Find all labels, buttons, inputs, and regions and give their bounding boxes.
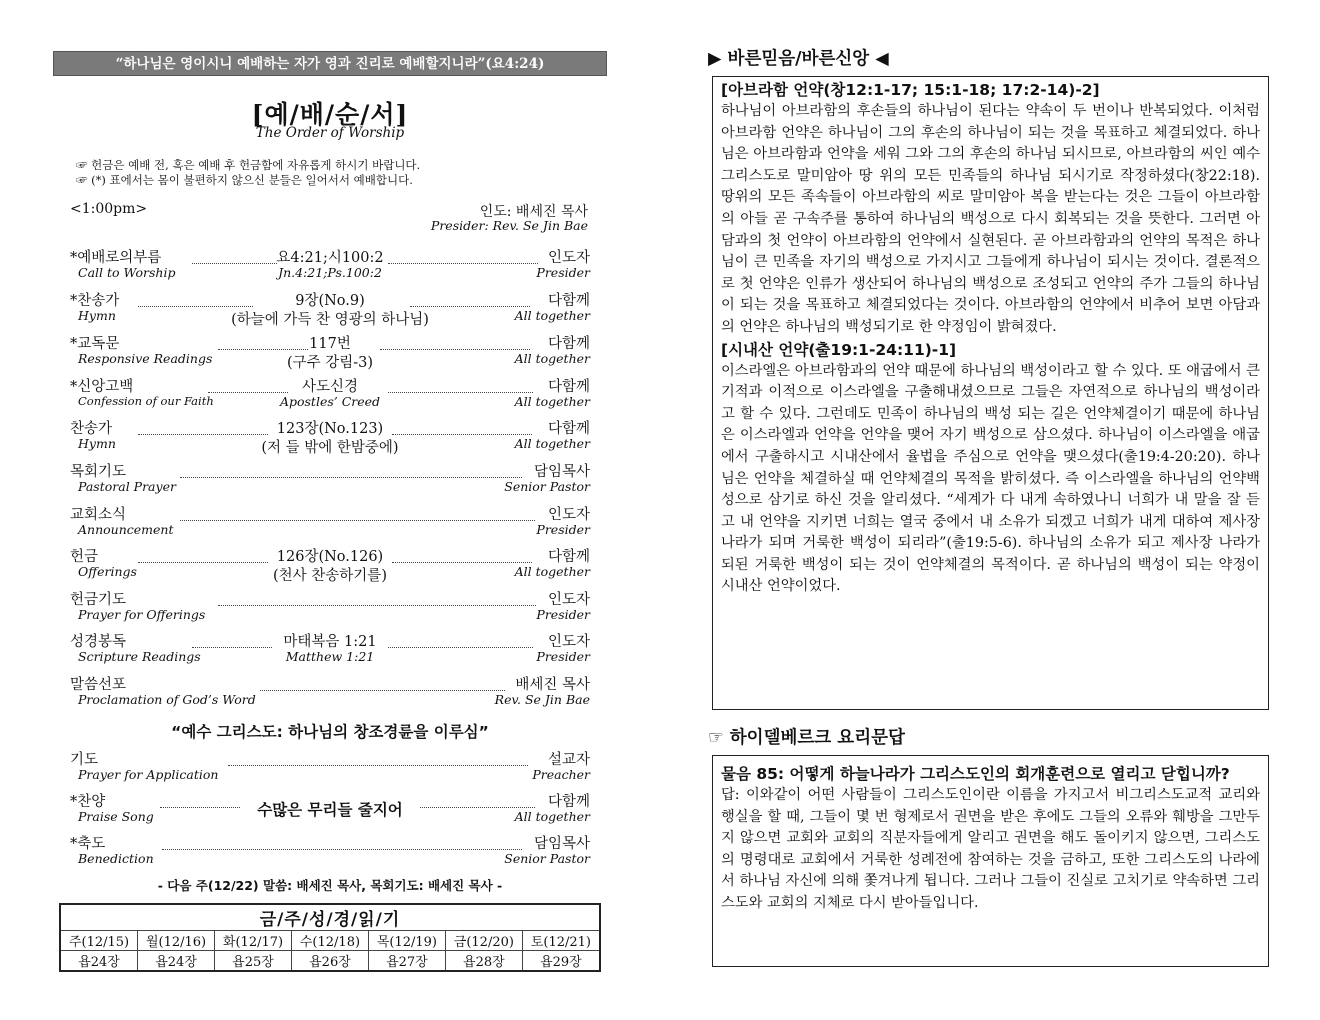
reading-day: 금(12/20) <box>445 931 522 951</box>
item-label-ko: *신앙고백 <box>70 379 134 395</box>
item-right-ko: 다함께 <box>547 379 590 395</box>
presider-en: Presider: Rev. Se Jin Bae <box>430 218 588 233</box>
reading-chapter: 욥25장 <box>215 951 292 972</box>
page-subtitle: The Order of Worship <box>255 125 405 141</box>
item-label-en: Proclamation of God’s Word <box>78 692 256 707</box>
item-right-en: All together <box>514 436 590 451</box>
order-item-call-to-worship <box>70 246 590 286</box>
item-label-en: Confession of our Faith <box>78 394 214 408</box>
item-center-sub: (하늘에 가득 찬 영광의 하나님) <box>231 312 429 328</box>
item-right-en: Presider <box>536 607 590 622</box>
reading-day: 토(12/21) <box>522 931 600 951</box>
service-time: <1:00pm> <box>70 201 148 217</box>
reading-chapters-row <box>60 951 600 972</box>
dot-leader <box>420 807 535 808</box>
dot-leader <box>180 520 535 521</box>
dot-leader <box>180 477 522 478</box>
item-center-ko: 126장(No.126) <box>276 549 384 565</box>
reading-day: 화(12/17) <box>215 931 292 951</box>
item-right-ko: 설교자 <box>547 752 590 768</box>
item-right-en: All together <box>514 564 590 579</box>
order-item-prayer-application <box>70 748 590 788</box>
faith-article-box <box>712 76 1269 710</box>
reading-day: 월(12/16) <box>138 931 215 951</box>
item-label-en: Responsive Readings <box>78 351 213 366</box>
item-label-ko: *예배로의부름 <box>70 250 162 266</box>
item-label-en: Pastoral Prayer <box>78 479 176 494</box>
item-right-ko: 인도자 <box>547 634 590 650</box>
catechism-box <box>712 755 1269 967</box>
item-center-ko: 9장(No.9) <box>295 293 365 309</box>
item-label-ko: 헌금기도 <box>70 592 127 608</box>
dot-leader <box>388 392 533 393</box>
item-center-ko: 마태복음 1:21 <box>283 634 377 650</box>
catechism-answer: 답: 이와같이 어떤 사람들이 그리스도인이란 이름을 가지고서 비그리스도교적 교리와 행실을 할 때, 그들이 몇 번 형제로서 권면을 받은 후에도 그들의 오류와 훼방을 그만두지 않으면 교회와 교회의 직분자들에게 알리고 권면을 해도 돌이키지 않으면, 그리스도의 명령대로 교회에서 거룩한 성례전에 참여하는 것을 금하고, 또한 그리스도의 나라에서 하나님 자신에 의해 쫓겨나게 됩니다. 그러나 그들이 진실로 고치기로 약속하면 그리스도와 교회의 지체로 다시 받아들입니다. <box>721 787 1260 911</box>
item-right-en: Rev. Se Jin Bae <box>494 692 590 707</box>
reading-day: 목(12/19) <box>368 931 445 951</box>
order-item-benediction <box>70 832 590 872</box>
item-right-ko: 다함께 <box>547 421 590 437</box>
order-item-praise-song <box>70 790 590 830</box>
item-label-en: Hymn <box>78 308 116 323</box>
item-right-ko: 배세진 목사 <box>515 677 590 693</box>
item-right-en: All together <box>514 351 590 366</box>
item-right-en: Senior Pastor <box>504 479 590 494</box>
item-label-ko: 기도 <box>70 752 99 768</box>
praise-song-title: 수많은 무리들 줄지어 <box>257 801 403 819</box>
item-label-en: Scripture Readings <box>78 649 201 664</box>
item-center-ko: 123장(No.123) <box>276 421 384 437</box>
reading-chapter: 욥29장 <box>522 951 600 972</box>
item-center-ko: 요4:21;시100:2 <box>276 250 384 266</box>
scripture-banner: “하나님은 영이시니 예배하는 자가 영과 진리로 예배할지니라”(요4:24) <box>53 51 607 76</box>
item-label-ko: *찬양 <box>70 794 106 810</box>
reading-chapter: 욥28장 <box>445 951 522 972</box>
item-label-en: Prayer for Application <box>78 767 219 782</box>
order-item-proclamation <box>70 673 590 713</box>
item-right-en: Presider <box>536 265 590 280</box>
dot-leader <box>218 605 536 606</box>
covenant-sinai-text: 이스라엘은 아브라함과의 언약 때문에 하나님의 백성이라고 할 수 있다. 또 애굽에서 큰 기적과 이적으로 이스라엘을 구출해내셨으므로 그들은 자연적으로 하나님의 백성이라고 할 수 있다. 그런데도 민족이 하나님의 백성 되는 길은 언약체결이기 때문에 하나님은 이스라엘과 언약을 언약을 맺어 자기 백성으로 삼으셨다. 하나님이 이스라엘을 애굽에서 구출하시고 시내산에서 율법을 주심으로 언약을 맺으셨다(출19:4-20:20). 하나님은 언약을 체결하실 때 언약체결의 목적을 밝히셨다. 즉 이스라엘을 하나님의 언약백성으로 삼기로 하신 것을 알리셨다. “세계가 다 내게 속하였나니 너희가 내 말을 잘 듣고 내 언약을 지키면 너희는 열국 중에서 내 소유가 되겠고 너희가 내게 대하여 제사장 나라가 되며 거룩한 백성이 되리라”(출19:5-6). 하나님의 소유가 되고 제사장 나라가 되된 거룩한 백성이 되는 것이 언약체결의 목적이다. 곧 하나님의 백성이 되는 약정이 시내산 언약이었다. <box>721 362 1260 595</box>
item-label-ko: *찬송가 <box>70 293 120 309</box>
item-label-ko: 찬송가 <box>70 421 113 437</box>
item-label-en: Benediction <box>78 851 154 866</box>
item-center-en: Matthew 1:21 <box>285 649 375 664</box>
order-item-prayer-for-offerings <box>70 588 590 628</box>
presider-ko: 인도: 배세진 목사 <box>479 204 588 220</box>
item-right-ko: 담임목사 <box>533 464 590 480</box>
item-center-sub: (구주 강림-3) <box>286 355 374 371</box>
sermon-title: “예수 그리스도: 하나님의 창조경륜을 이루심” <box>171 723 489 741</box>
order-item-confession <box>70 375 590 415</box>
dot-leader <box>392 562 532 563</box>
item-right-ko: 다함께 <box>547 293 590 309</box>
item-label-en: Announcement <box>78 522 174 537</box>
item-right-ko: 다함께 <box>547 549 590 565</box>
item-label-ko: 성경봉독 <box>70 634 127 650</box>
reading-chapter: 욥24장 <box>60 951 138 972</box>
page-title: [예/배/순/서] <box>251 100 409 129</box>
item-label-ko: *축도 <box>70 836 106 852</box>
item-label-en: Call to Worship <box>78 265 176 280</box>
reading-chapter: 욥27장 <box>368 951 445 972</box>
item-right-ko: 인도자 <box>547 250 590 266</box>
next-week-notice: - 다음 주(12/22) 말씀: 배세진 목사, 목회기도: 배세진 목사 - <box>157 878 503 893</box>
item-center-sub: (저 들 밖에 한밤중에) <box>261 440 399 456</box>
order-item-hymn-1 <box>70 289 590 329</box>
reading-chapter: 욥26장 <box>291 951 368 972</box>
reading-days-row <box>60 931 600 951</box>
item-center-en: Jn.4:21;Ps.100:2 <box>278 265 382 280</box>
dot-leader <box>410 306 530 307</box>
order-item-pastoral-prayer <box>70 460 590 500</box>
item-label-ko: 목회기도 <box>70 464 127 480</box>
dot-leader <box>260 690 505 691</box>
item-right-ko: 다함께 <box>547 794 590 810</box>
reading-chapter: 욥24장 <box>138 951 215 972</box>
note-standing: ☞ (*) 표에서는 몸이 불편하지 않으신 분들은 일어서서 예배합니다. <box>76 173 413 187</box>
item-label-ko: 말씀선포 <box>70 677 127 693</box>
covenant-sinai-heading: [시내산 언약(출19:1-24:11)-1] <box>721 340 957 359</box>
dot-leader <box>162 849 522 850</box>
dot-leader <box>228 765 528 766</box>
reading-day: 수(12/18) <box>291 931 368 951</box>
item-right-en: Presider <box>536 522 590 537</box>
order-item-scripture-readings <box>70 630 590 670</box>
section-title-catechism: ☞ 하이델베르크 요리문답 <box>708 728 905 748</box>
item-right-ko: 인도자 <box>547 592 590 608</box>
dot-leader <box>388 263 538 264</box>
item-label-ko: 헌금 <box>70 549 99 565</box>
item-center-en: Apostles’ Creed <box>279 394 381 409</box>
item-right-ko: 담임목사 <box>533 836 590 852</box>
item-center-ko: 사도신경 <box>301 379 359 395</box>
bible-reading-table <box>59 903 601 972</box>
item-label-ko: *교독문 <box>70 336 120 352</box>
order-item-offerings <box>70 545 590 585</box>
reading-day: 주(12/15) <box>60 931 138 951</box>
item-center-ko: 117번 <box>309 336 351 352</box>
item-right-en: Senior Pastor <box>504 851 590 866</box>
item-label-en: Hymn <box>78 436 116 451</box>
reading-table-title: 금/주/성/경/읽/기 <box>60 904 600 931</box>
section-title-right-faith: ▶ 바른믿음/바른신앙 ◀ <box>708 49 889 69</box>
item-right-en: All together <box>514 809 590 824</box>
item-label-ko: 교회소식 <box>70 507 127 523</box>
item-center-sub: (천사 찬송하기를) <box>273 568 387 584</box>
note-offering: ☞ 헌금은 예배 전, 혹은 예배 후 헌금함에 자유롭게 하시기 바랍니다. <box>76 158 421 172</box>
dot-leader <box>392 434 532 435</box>
covenant-abraham-heading: [아브라함 언약(창12:1-17; 15:1-18; 17:2-14)-2] <box>721 81 1100 99</box>
catechism-question: 물음 85: 어떻게 하늘나라가 그리스도인의 회개훈련으로 열리고 닫힙니까? <box>721 765 1230 783</box>
item-right-en: All together <box>514 308 590 323</box>
item-label-en: Praise Song <box>78 809 154 824</box>
order-item-responsive-readings <box>70 332 590 372</box>
item-right-ko: 다함께 <box>547 336 590 352</box>
item-label-en: Offerings <box>78 564 137 579</box>
dot-leader <box>380 349 530 350</box>
item-label-en: Prayer for Offerings <box>78 607 206 622</box>
item-right-en: All together <box>514 394 590 409</box>
item-right-en: Preacher <box>532 767 590 782</box>
item-right-ko: 인도자 <box>547 507 590 523</box>
order-item-hymn-2 <box>70 417 590 457</box>
order-item-announcement <box>70 503 590 543</box>
item-right-en: Presider <box>536 649 590 664</box>
dot-leader <box>388 647 533 648</box>
covenant-abraham-text: 하나님이 아브라함의 후손들의 하나님이 된다는 약속이 두 번이나 반복되었다. 이처럼 아브라함 언약은 하나님이 그의 후손의 하나님이 되는 것을 목표하고 체결되었다. 하나님은 아브라함과 언약을 세워 그와 그의 후손의 하나님 되시므로, 아브라함의 씨인 예수 그리스도로 말미암아 땅 위의 모든 민족들의 하나님 되시기로 작정하셨다(창22:18). 땅위의 모든 족속들이 아브라함의 씨로 말미암아 복을 받는다는 것은 그들이 아브라함의 아들 곧 구속주를 통하여 하나님의 백성으로 다시 회복되는 것을 뜻한다. 그러면 아담과의 첫 언약이 아브라함의 언약에서 실현된다. 곧 아브라함과의 언약의 목적은 하나님이 큰 민족을 자기의 백성으로 가지시고 그들에게 하나님이 되시는 것이다. 결론적으로 첫 언약은 인류가 생산되어 하나님의 백성으로 조성되고 언약의 주가 그들의 하나님이 되는 것을 목표하고 체결되었다는 것이다. 아브라함의 언약에서 비추어 보면 아담과의 언약은 하나님의 백성되기로 한 약정임이 밝혀졌다. <box>721 103 1260 335</box>
